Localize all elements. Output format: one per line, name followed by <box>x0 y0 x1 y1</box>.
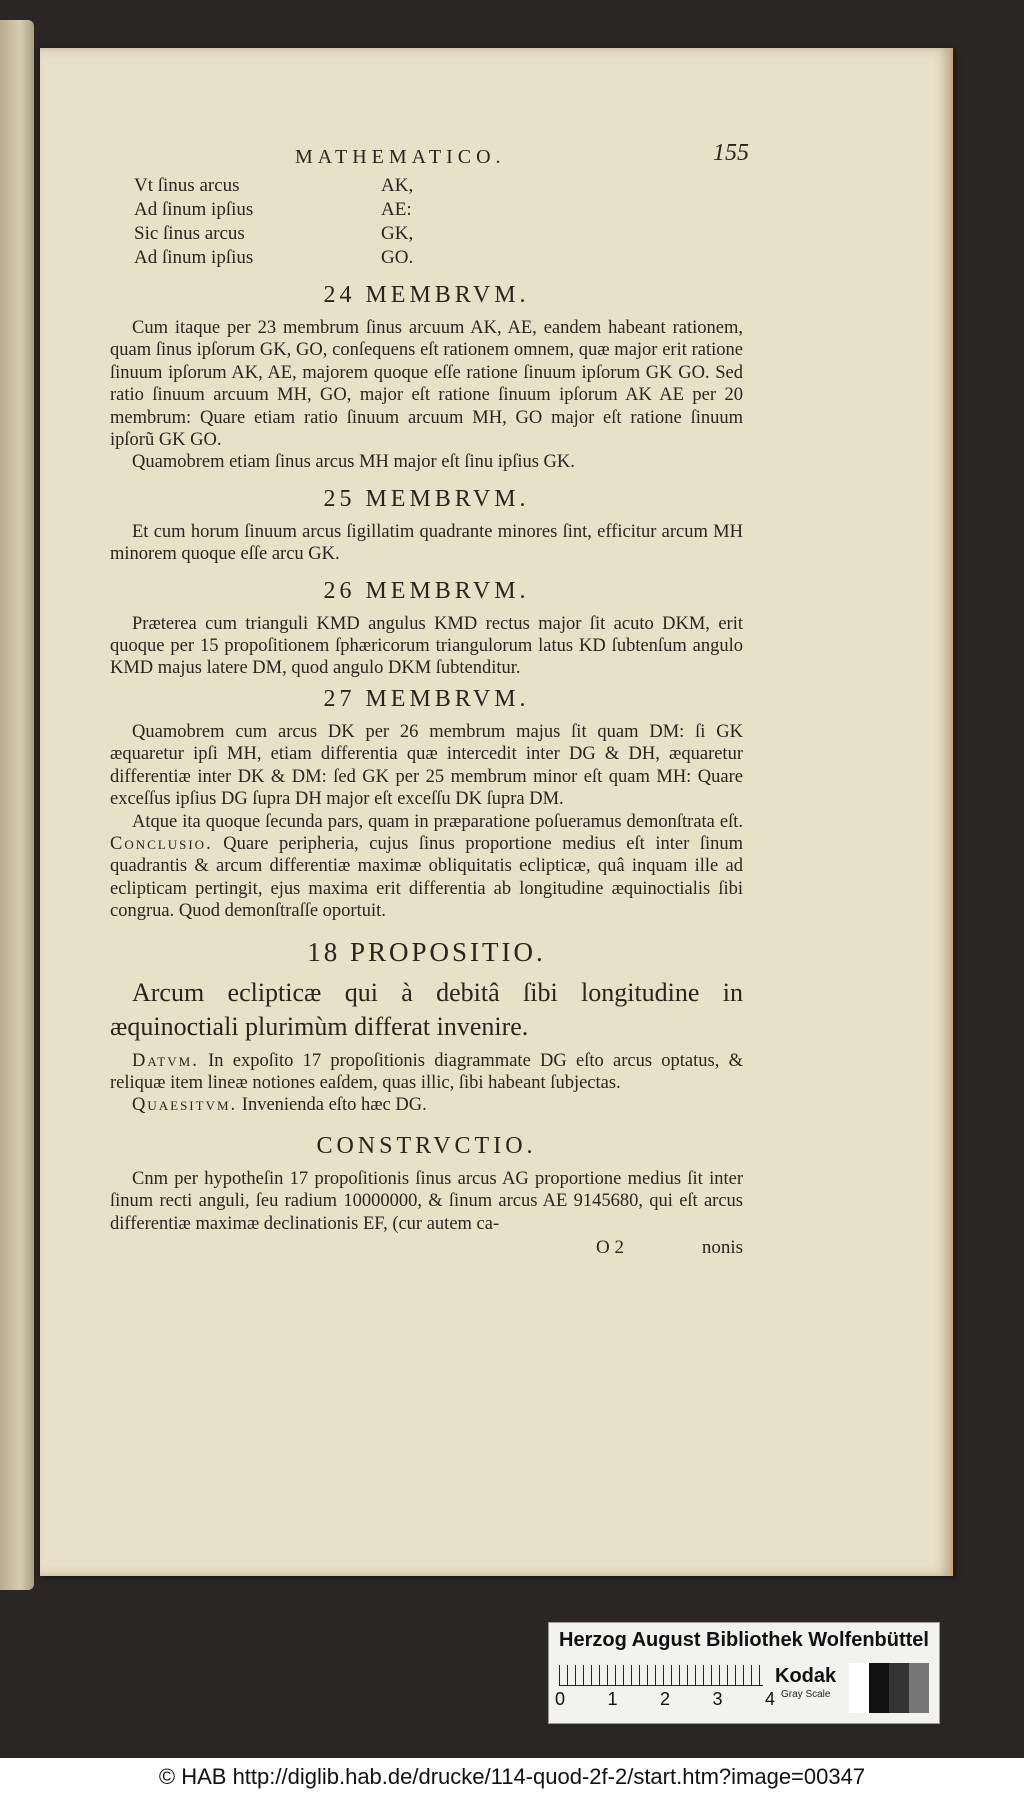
section-heading-propositio-18: 18 PROPOSITIO. <box>307 936 546 967</box>
running-head <box>110 140 749 170</box>
ratio-row <box>110 174 743 198</box>
footer-credit: © HAB http://diglib.hab.de/drucke/114-quod-2f-2/start.htm?image=00347 <box>158 1764 866 1789</box>
ruler-label: 0 <box>555 1689 566 1709</box>
ratio-row <box>110 222 743 246</box>
signature-line <box>110 1235 743 1261</box>
proposition-enunciation: Arcum eclipticæ qui à debitâ ſibi longitudine in æquinoctiali plurimùm differat invenire. <box>110 977 743 1041</box>
ratio-label: Ad ſinum ipſius <box>134 199 254 220</box>
paragraph-text: Quare peripheria, cujus ſinus proportione medius eſt inter ſinum quadrantis & arcum differentiæ maximæ obliquitatis eclipticæ, quâ inquam ille ad eclipticam pertingit, ejus maxima erit differentia ab longitudine æquinoctialis ſibi congrua. Quod demonſtraſſe oportuit. <box>110 833 743 922</box>
ratio-row <box>110 198 743 222</box>
paragraph-conclusio <box>110 811 743 923</box>
section-heading-membrum-25: 25 MEMBRVM. <box>323 485 530 512</box>
ruler-label: 2 <box>659 1689 670 1709</box>
library-color-card <box>548 1622 940 1724</box>
running-head-title: MATHEMATICO. <box>295 146 506 168</box>
ratio-label: Sic ſinus arcus <box>134 223 245 244</box>
signature-mark: O 2 <box>596 1236 624 1258</box>
gray-scale-label: Gray Scale <box>781 1689 831 1700</box>
section-heading-constructio: CONSTRVCTIO. <box>316 1132 537 1159</box>
kodak-logo: Kodak <box>775 1665 837 1687</box>
paragraph-datum <box>110 1050 743 1095</box>
ratio-value: AK, <box>381 175 414 196</box>
paragraph-text: In expoſito 17 propoſitionis diagrammate DG eſto arcus optatus, & reliquæ item lineæ notiones eaſdem, quas illic, ſibi habeant ſubjectas. <box>110 1050 744 1093</box>
ratio-value: GK, <box>381 223 414 244</box>
gray-swatch <box>889 1663 909 1713</box>
gray-scale-swatches <box>849 1663 929 1713</box>
ratio-label: Ad ſinum ipſius <box>134 247 254 268</box>
section-heading-membrum-27: 27 MEMBRVM. <box>323 685 530 712</box>
gray-swatch <box>849 1663 869 1713</box>
section-heading-membrum-24: 24 MEMBRVM. <box>323 282 530 308</box>
quaesitum-label: Quaesitvm. <box>132 1095 238 1116</box>
paragraph-text: Invenienda eſto hæc DG. <box>241 1095 427 1116</box>
paragraph: Et cum horum ſinuum arcus ſigillatim quadrante minores ſint, efficitur arcum MH minorem quoque eſſe arcu GK. <box>110 521 743 565</box>
page-text <box>110 140 749 1261</box>
paragraph: Cum itaque per 23 membrum ſinus arcuum AK, AE, eandem habeant rationem, quam ſinus ipſorum GK, GO, conſequens eſt rationem omnem, quæ major erit ratione ſinuum ipſorum AK, AE, majorem quoque eſſe ratione ſinuum ipſorum GK GO. Sed ratio ſinuum arcuum MH, GO, major eſt ratione ſinuum ipſorum AK AE per 20 membrum: Quare etiam ratio ſinuum arcuum MH, GO major eſt ratione ſinuum ipſorũ GK GO. <box>110 318 743 451</box>
catchword: nonis <box>701 1236 743 1258</box>
paragraph: Præterea cum trianguli KMD angulus KMD rectus major ſit acuto DKM, erit quoque per 15 propoſitionem ſphæricorum triangulorum latus KD ſubtenſum angulo KMD majus latere DM, quod angulo DKM ſubtenditur. <box>110 613 743 679</box>
datum-label: Datvm. <box>132 1050 199 1071</box>
gray-swatch <box>909 1663 929 1713</box>
ratio-table <box>110 174 743 270</box>
ratio-value: GO. <box>381 247 414 268</box>
facing-page-edge <box>0 20 34 1590</box>
ratio-label: Vt ſinus arcus <box>134 175 240 196</box>
ratio-row <box>110 246 743 270</box>
ruler-scale <box>559 1665 763 1686</box>
page-number: 155 <box>713 140 749 166</box>
gray-swatch <box>869 1663 889 1713</box>
ruler-label: 3 <box>712 1689 723 1709</box>
ruler-label: 4 <box>764 1689 775 1709</box>
footer-bar <box>0 1758 1024 1796</box>
ratio-value: AE: <box>381 199 412 220</box>
paragraph: Quamobrem cum arcus DK per 26 membrum majus ſit quam DM: ſi GK æquaretur ipſi MH, etiam differentia quæ intercedit inter DG & DH, æquaretur differentiæ inter DK & DM: ſed GK per 25 membrum minor eſt quam MH: Quare exceſſus ipſius DG ſupra DH major eſt exceſſu DK ſupra DM. <box>110 721 743 810</box>
ruler-label: 1 <box>607 1689 618 1709</box>
conclusio-label: Conclusio. <box>110 833 213 854</box>
ruler-labels <box>555 1689 775 1710</box>
paragraph: Quamobrem etiam ſinus arcus MH major eſt ſinu ipſius GK. <box>132 452 575 473</box>
paragraph-quaesitum <box>110 1094 743 1116</box>
section-heading-membrum-26: 26 MEMBRVM. <box>323 577 530 604</box>
paragraph-text: Atque ita quoque ſecunda pars, quam in præparatione poſueramus demonſtrata eſt. <box>132 811 743 832</box>
paragraph: Cnm per hypotheſin 17 propoſitionis ſinus arcus AG proportione medius ſit inter ſinum recti anguli, ſeu radium 10000000, & ſinum arcus AE 9145680, qui eſt arcus differentiæ maximæ declinationis EF, (cur autem ca- <box>110 1168 743 1234</box>
library-name: Herzog August Bibliothek Wolfenbüttel <box>559 1629 929 1651</box>
